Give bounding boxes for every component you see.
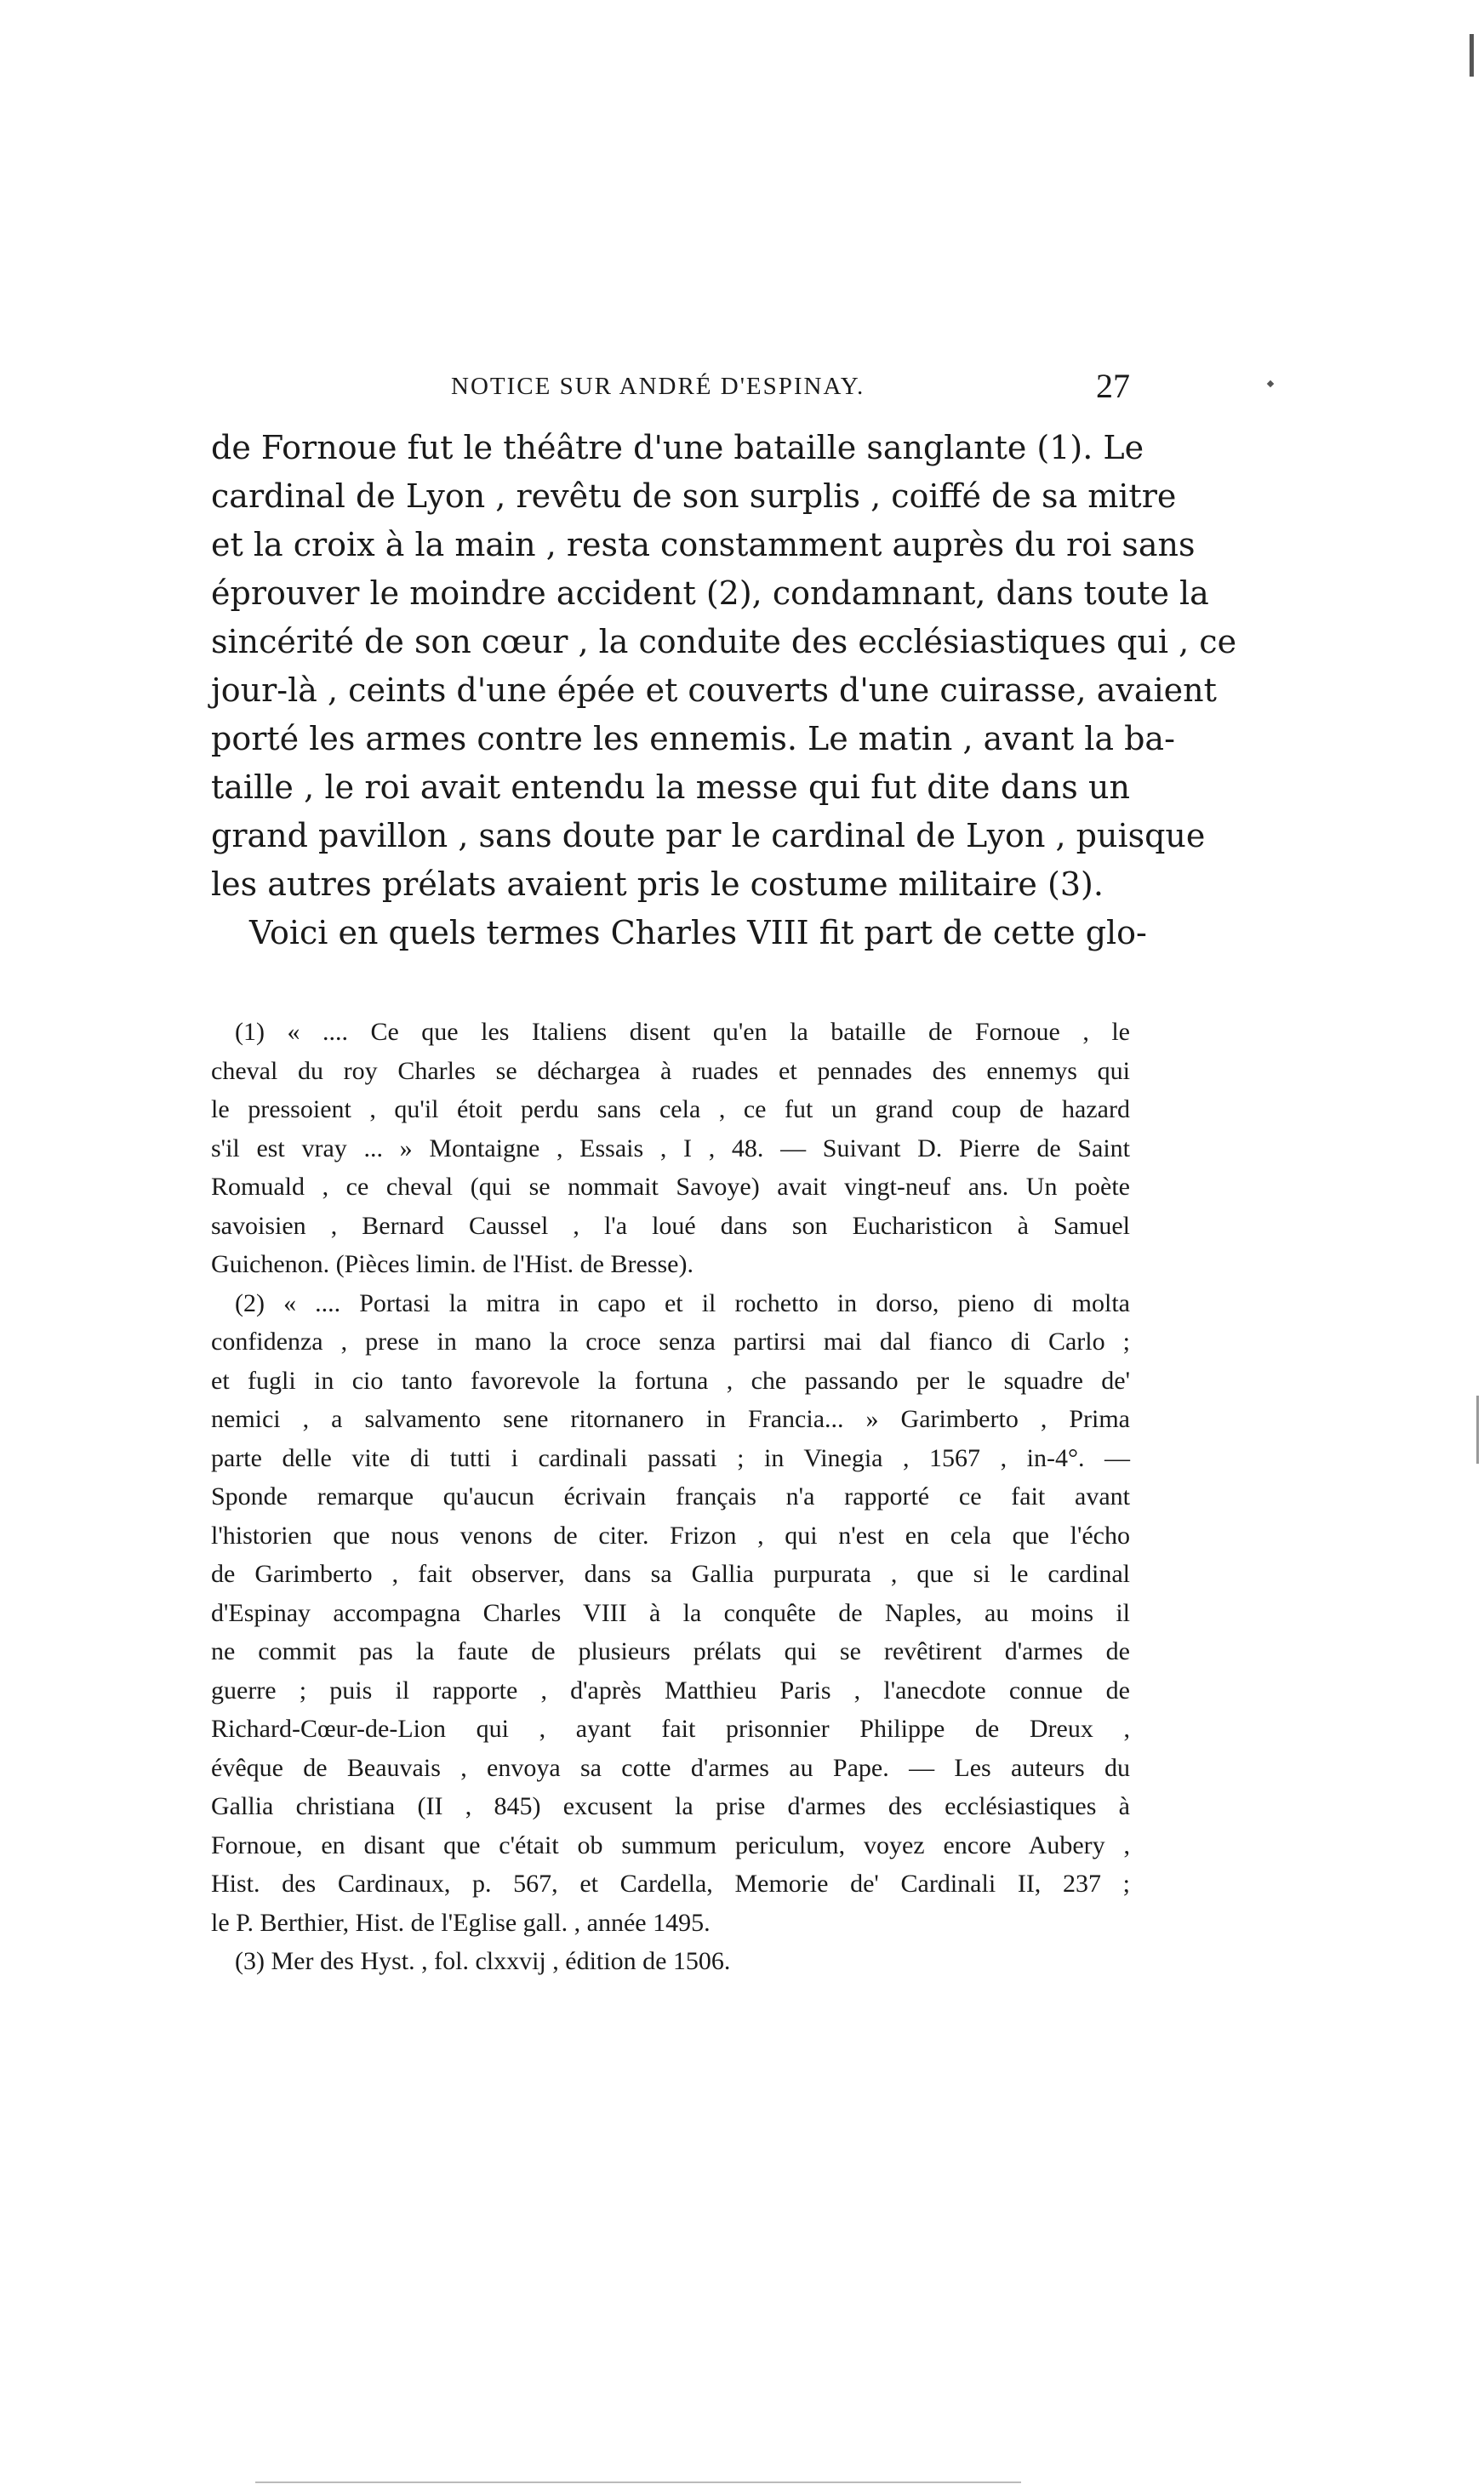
footnote-1-line: savoisien , Bernard Caussel , l'a loué dans son Eucharisticon à Samuel xyxy=(211,1211,1130,1240)
body-line: grand pavillon , sans doute par le cardinal de Lyon , puisque xyxy=(211,817,1206,854)
footnote-1-line: s'il est vray ... » Montaigne , Essais , I , 48. — Suivant D. Pierre de Saint xyxy=(211,1134,1130,1162)
footnote-1-line: le pressoient , qu'il étoit perdu sans cela , ce fut un grand coup de hazard xyxy=(211,1095,1130,1123)
footnote-2-line: Richard-Cœur-de-Lion qui , ayant fait prisonnier Philippe de Dreux , xyxy=(211,1715,1130,1743)
body-line: les autres prélats avaient pris le costume militaire (3). xyxy=(211,865,1104,903)
footnote-2-line: Gallia christiana (II , 845) excusent la prise d'armes des ecclésiastiques à xyxy=(211,1792,1130,1820)
body-line: de Fornoue fut le théâtre d'une bataille sanglante (1). Le xyxy=(211,429,1144,466)
footnote-2-line: Fornoue, en disant que c'était ob summum periculum, voyez encore Aubery , xyxy=(211,1830,1130,1859)
footnote-2-line: et fugli in cio tanto favorevole la fortuna , che passando per le squadre de' xyxy=(211,1366,1130,1395)
footnote-2-line: (2) « .... Portasi la mitra in capo et il rochetto in dorso, pieno di molta xyxy=(235,1288,1130,1317)
body-line: et la croix à la main , resta constamment auprès du roi sans xyxy=(211,526,1196,563)
footnote-2-line: guerre ; puis il rapporte , d'après Matthieu Paris , l'anecdote connue de xyxy=(211,1676,1130,1705)
footnote-1-line: (1) « .... Ce que les Italiens disent qu'en la bataille de Fornoue , le xyxy=(235,1018,1130,1046)
page-header xyxy=(211,366,1130,417)
scan-mark xyxy=(1267,380,1274,387)
footnote-2-line: évêque de Beauvais , envoya sa cotte d'armes au Pape. — Les auteurs du xyxy=(211,1753,1130,1782)
footnote-3-line: (3) Mer des Hyst. , fol. clxxvij , édition de 1506. xyxy=(235,1947,731,1975)
footnote-2-line: Hist. des Cardinaux, p. 567, et Cardella, Memorie de' Cardinali II, 237 ; xyxy=(211,1870,1130,1898)
footnote-2-line: confidenza , prese in mano la croce senza partirsi mai dal fianco di Carlo ; xyxy=(211,1328,1130,1356)
footnote-2-line: parte delle vite di tutti i cardinali passati ; in Vinegia , 1567 , in-4°. — xyxy=(211,1443,1130,1472)
footnote-1-line: Guichenon. (Pièces limin. de l'Hist. de Bresse). xyxy=(211,1250,693,1278)
footnote-2-line: le P. Berthier, Hist. de l'Eglise gall. , année 1495. xyxy=(211,1908,711,1937)
footnote-2-line: nemici , a salvamento sene ritornanero in Francia... » Garimberto , Prima xyxy=(211,1405,1130,1433)
scan-mark xyxy=(255,2481,1021,2483)
footnote-1-line: cheval du roy Charles se déchargea à ruades et pennades des ennemys qui xyxy=(211,1056,1130,1085)
footnote-2-line: Sponde remarque qu'aucun écrivain français n'a rapporté ce fait avant xyxy=(211,1482,1130,1511)
footnote-1-line: Romuald , ce cheval (qui se nommait Savoye) avait vingt-neuf ans. Un poète xyxy=(211,1173,1130,1201)
body-line: éprouver le moindre accident (2), condamnant, dans toute la xyxy=(211,574,1209,612)
footnotes xyxy=(211,1013,1130,1981)
footnote-2-line: ne commit pas la faute de plusieurs prélats qui se revêtirent d'armes de xyxy=(211,1637,1130,1665)
body-text xyxy=(211,424,1237,957)
scan-mark xyxy=(1476,1396,1479,1464)
scan-mark xyxy=(1470,34,1474,77)
body-line: sincérité de son cœur , la conduite des ecclésiastiques qui , ce xyxy=(211,623,1237,660)
footnote-2-line: de Garimberto , fait observer, dans sa Gallia purpurata , que si le cardinal xyxy=(211,1560,1130,1588)
footnote-2-line: l'historien que nous venons de citer. Frizon , qui n'est en cela que l'écho xyxy=(211,1521,1130,1550)
body-line: porté les armes contre les ennemis. Le matin , avant la ba- xyxy=(211,720,1175,757)
page-number: 27 xyxy=(1096,367,1130,405)
body-line: taille , le roi avait entendu la messe qui fut dite dans un xyxy=(211,768,1130,806)
body-line: jour-là , ceints d'une épée et couverts d'une cuirasse, avaient xyxy=(211,671,1217,709)
body-line: Voici en quels termes Charles VIII fit part de cette glo- xyxy=(249,914,1147,951)
footnote-2-line: d'Espinay accompagna Charles VIII à la conquête de Naples, au moins il xyxy=(211,1598,1130,1627)
body-line: cardinal de Lyon , revêtu de son surplis , coiffé de sa mitre xyxy=(211,477,1177,515)
running-title: NOTICE SUR ANDRÉ D'ESPINAY. xyxy=(451,373,865,400)
